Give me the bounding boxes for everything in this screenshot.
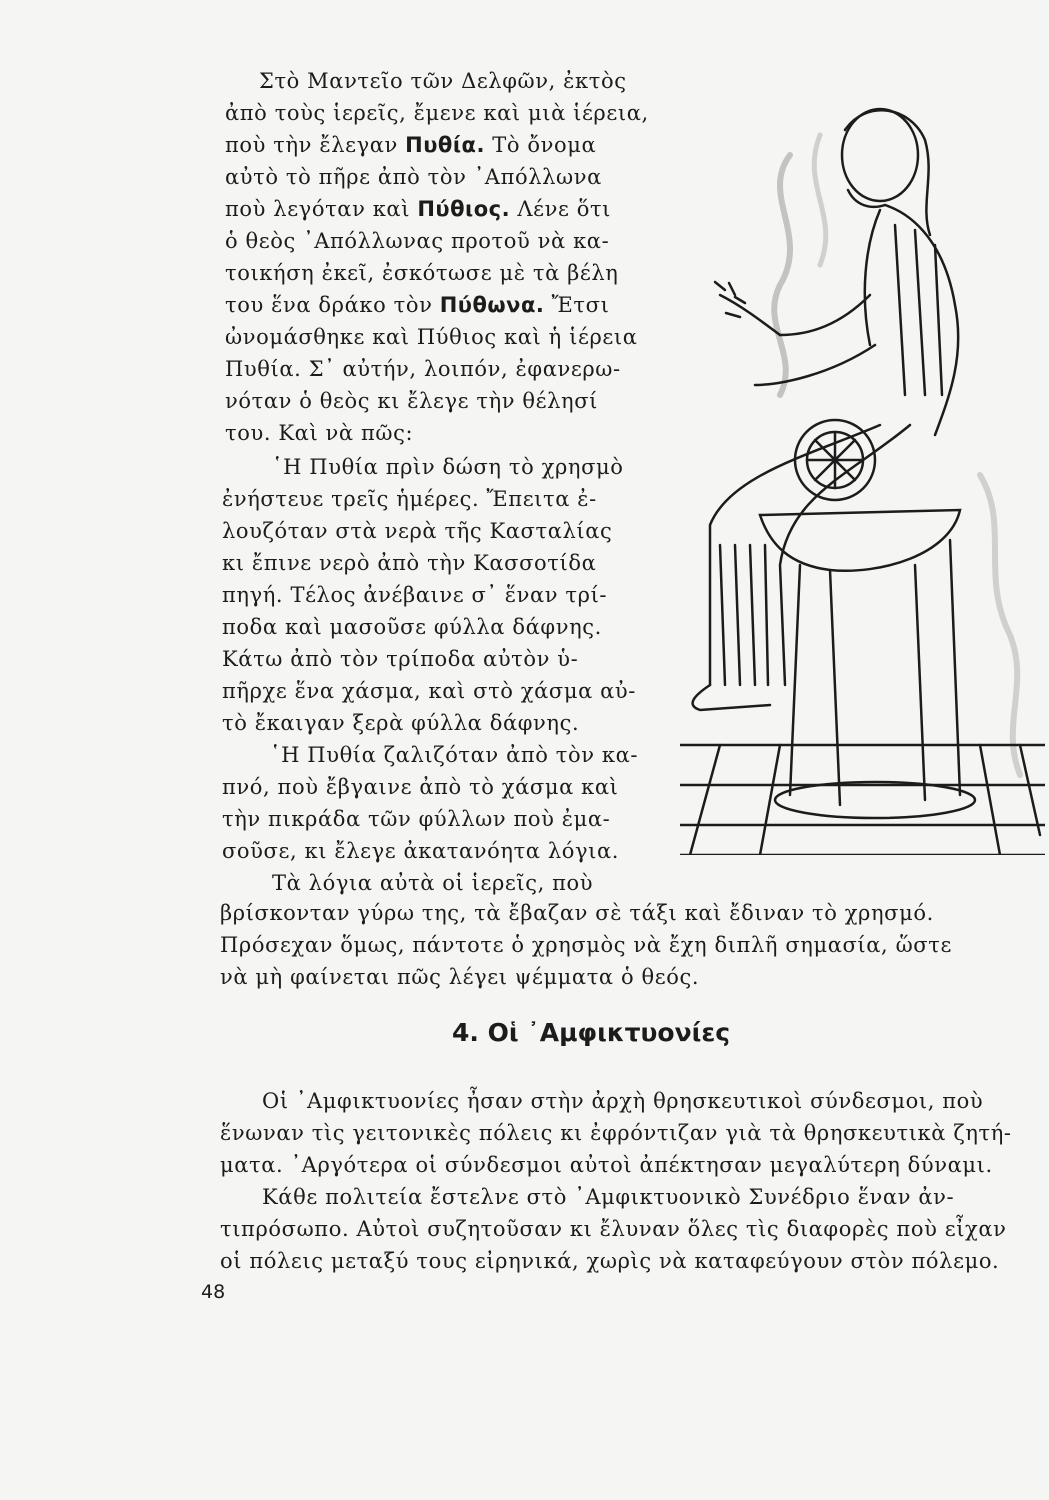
text-line: Τὰ λόγια αὐτὰ οἱ ἱερεῖς, ποὺ	[272, 871, 594, 895]
text-line: πνό, ποὺ ἔβγαινε ἀπὸ τὸ χάσμα καὶ	[222, 775, 619, 799]
page-number: 48	[201, 1281, 226, 1303]
text-line: τὸ ἔκαιγαν ξερὰ φύλλα δάφνης.	[222, 711, 580, 735]
text-line: Κάτω ἀπὸ τὸν τρίποδα αὐτὸν ὑ-	[222, 647, 579, 671]
section-heading: 4. Οἱ ᾿Αμφικτυονίες	[452, 1018, 731, 1047]
text-line: ποὺ λεγόταν καὶ Πύθιος. Λένε ὅτι	[225, 197, 611, 221]
text-line: βρίσκονταν γύρω της, τὰ ἔβαζαν σὲ τάξι καὶ ἔδιναν τὸ χρησμό.	[220, 901, 934, 925]
bold-term: Πύθιος.	[417, 197, 511, 221]
text-line: ἀπὸ τοὺς ἱερεῖς, ἔμενε καὶ μιὰ ἱέρεια,	[225, 101, 649, 125]
text-line: αὐτὸ τὸ πῆρε ἀπὸ τὸν ᾿Απόλλωνα	[225, 165, 602, 189]
text-line: κι ἔπινε νερὸ ἀπὸ τὴν Κασσοτίδα	[222, 551, 597, 575]
text-line: ματα. ᾿Αργότερα οἱ σύνδεσμοι αὐτοὶ ἀπέκτησαν μεγαλύτερη δύναμι.	[220, 1153, 993, 1177]
text-line: τιπρόσωπο. Αὐτοὶ συζητοῦσαν κι ἔλυναν ὅλες τὶς διαφορὲς ποὺ εἶχαν	[220, 1217, 1007, 1241]
text-line: νόταν ὁ θεὸς κι ἔλεγε τὴν θέλησί	[225, 389, 598, 413]
text-line: του ἕνα δράκο τὸν Πύθωνα. Ἔτσι	[225, 293, 610, 317]
text-line: Στὸ Μαντεῖο τῶν Δελφῶν, ἐκτὸς	[259, 69, 627, 93]
text-line: ὁ θεὸς ᾿Απόλλωνας προτοῦ νὰ κα-	[225, 229, 610, 253]
text-line: νὰ μὴ φαίνεται πῶς λέγει ψέμματα ὁ θεός.	[220, 965, 700, 989]
pythia-on-tripod-illustration	[680, 95, 1045, 855]
text-line: σοῦσε, κι ἔλεγε ἀκατανόητα λόγια.	[222, 839, 620, 863]
text-line: πῆρχε ἕνα χάσμα, καὶ στὸ χάσμα αὐ-	[222, 679, 636, 703]
text-line: Πυθία. Σ᾿ αὐτήν, λοιπόν, ἐφανερω-	[225, 357, 621, 381]
text-line: ῾Η Πυθία ζαλιζόταν ἀπὸ τὸν κα-	[270, 743, 639, 767]
text-line: Οἱ ᾿Αμφικτυονίες ἦσαν στὴν ἀρχὴ θρησκευτικοὶ σύνδεσμοι, ποὺ	[262, 1089, 984, 1113]
illustration-svg	[680, 95, 1045, 855]
text-line: ῾Η Πυθία πρὶν δώση τὸ χρησμὸ	[272, 455, 624, 479]
text-line: ποδα καὶ μασοῦσε φύλλα δάφνης.	[222, 615, 602, 639]
bold-term: Πυθία.	[405, 133, 485, 157]
text-line: ἐνήστευε τρεῖς ἡμέρες. Ἔπειτα ἐ-	[222, 487, 597, 511]
text-line: ποὺ τὴν ἔλεγαν Πυθία. Τὸ ὄνομα	[225, 133, 597, 157]
text-line: οἱ πόλεις μεταξύ τους εἰρηνικά, χωρὶς νὰ καταφεύγουν στὸν πόλεμο.	[220, 1249, 1000, 1273]
text-line: Κάθε πολιτεία ἔστελνε στὸ ᾿Αμφικτυονικὸ Συνέδριο ἕναν ἀν-	[262, 1185, 955, 1209]
text-line: τοικήση ἐκεῖ, ἐσκότωσε μὲ τὰ βέλη	[225, 261, 619, 285]
text-line: του. Καὶ νὰ πῶς:	[225, 421, 414, 445]
text-line: ὠνομάσθηκε καὶ Πύθιος καὶ ἡ ἱέρεια	[225, 325, 638, 349]
text-line: τὴν πικράδα τῶν φύλλων ποὺ ἐμα-	[222, 807, 611, 831]
bold-term: Πύθωνα.	[439, 293, 545, 317]
text-line: Πρόσεχαν ὅμως, πάντοτε ὁ χρησμὸς νὰ ἔχη διπλῆ σημασία, ὥστε	[220, 933, 952, 957]
text-line: λουζόταν στὰ νερὰ τῆς Κασταλίας	[222, 519, 613, 543]
text-line: ἕνωναν τὶς γειτονικὲς πόλεις κι ἐφρόντιζαν γιὰ τὰ θρησκευτικὰ ζητή-	[220, 1121, 1012, 1145]
text-line: πηγή. Τέλος ἀνέβαινε σ᾿ ἕναν τρί-	[222, 583, 608, 607]
